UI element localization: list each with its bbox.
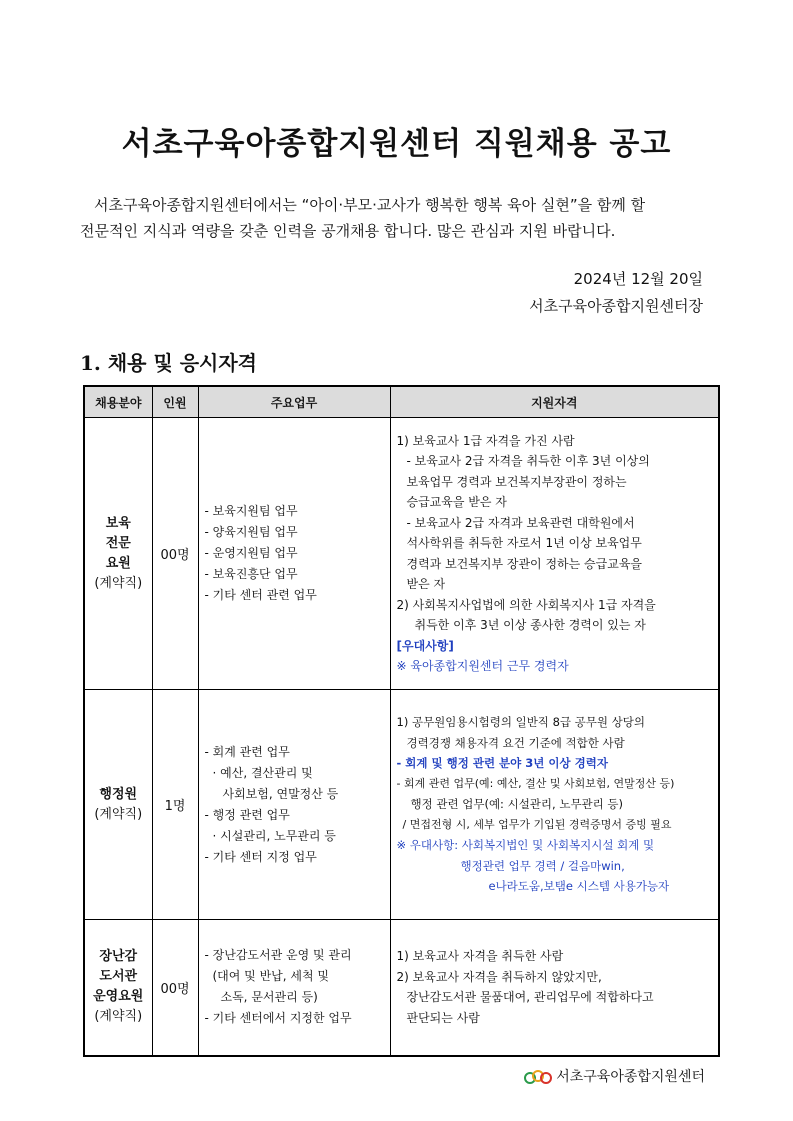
field-name: 보육 bbox=[105, 515, 131, 531]
qualification-line: 1) 공무원임용시험령의 일반직 8급 공무원 상당의 bbox=[396, 715, 645, 730]
duty-item: (대여 및 반납, 세척 및 bbox=[212, 969, 329, 984]
duties-cell bbox=[198, 690, 390, 920]
qualification-line: 승급교육을 받은 자 bbox=[406, 495, 507, 509]
duties-cell bbox=[198, 920, 390, 1056]
intro-line-1: 서초구육아종합지원센터에서는 “아이·부모·교사가 행복한 행복 육아 실현”을 함께 할 bbox=[94, 196, 646, 214]
qualification-line: 1) 보육교사 1급 자격을 가진 사람 bbox=[396, 433, 575, 448]
center-logo-icon bbox=[524, 1067, 552, 1085]
table-row bbox=[84, 418, 719, 690]
footer-org-name: 서초구육아종합지원센터 bbox=[556, 1069, 705, 1085]
qualifications-cell bbox=[390, 690, 719, 920]
field-name: 운영요원 bbox=[93, 989, 144, 1005]
announcement-date: 2024년 12월 20일 bbox=[573, 270, 703, 288]
duty-item: - 기타 센터 관련 업무 bbox=[204, 588, 317, 602]
headcount-cell: 00명 bbox=[152, 418, 198, 690]
duty-item: - 양육지원팀 업무 bbox=[204, 525, 298, 539]
header-qualifications: 지원자격 bbox=[390, 386, 719, 418]
duties-cell bbox=[198, 418, 390, 690]
field-cell bbox=[84, 690, 152, 920]
duty-item: - 장난감도서관 운영 및 관리 bbox=[204, 948, 352, 963]
field-cell bbox=[84, 920, 152, 1056]
header-count: 인원 bbox=[152, 386, 198, 418]
preference-note: 행정관련 업무 경력 / 걸음마win, bbox=[460, 858, 625, 873]
qualification-line: 석사학위를 취득한 자로서 1년 이상 보육업무 bbox=[406, 536, 642, 550]
qualification-line: - 회계 관련 업무(예: 예산, 결산 및 사회보험, 연말정산 등) bbox=[396, 776, 675, 790]
duty-item: - 회계 관련 업무 bbox=[204, 744, 290, 759]
qualification-line: 보육업무 경력과 보건복지부장관이 정하는 bbox=[406, 474, 627, 489]
preference-note: e나라도움,보탬e 시스템 사용가능자 bbox=[488, 879, 670, 894]
field-name: 장난감 bbox=[99, 949, 138, 965]
qualification-line: 1) 보육교사 자격을 취득한 사람 bbox=[396, 949, 564, 964]
header-field: 채용분야 bbox=[84, 386, 152, 418]
qualification-line: 취득한 이후 3년 이상 종사한 경력이 있는 자 bbox=[414, 618, 646, 632]
preference-heading: [우대사항] bbox=[396, 638, 454, 653]
header-duties: 주요업무 bbox=[198, 386, 390, 418]
field-name: 도서관 bbox=[99, 969, 138, 985]
signer: 서초구육아종합지원센터장 bbox=[529, 297, 703, 315]
duty-item: - 운영지원팀 업무 bbox=[204, 546, 298, 560]
duty-item: · 예산, 결산관리 및 bbox=[212, 765, 313, 780]
duty-item: · 시설관리, 노무관리 등 bbox=[212, 828, 336, 843]
qualification-line: 경력과 보건복지부 장관이 정하는 승급교육을 bbox=[406, 556, 643, 571]
table-row bbox=[84, 920, 719, 1056]
employment-type: (계약직) bbox=[94, 806, 143, 822]
page-title: 서초구육아종합지원센터 직원채용 공고 bbox=[121, 126, 672, 162]
qualification-line: 장난감도서관 물품대여, 관리업무에 적합하다고 bbox=[406, 990, 654, 1005]
field-name: 요원 bbox=[105, 555, 131, 571]
qualification-line: 경력경쟁 채용자격 요건 기준에 적합한 사람 bbox=[406, 735, 625, 750]
field-cell bbox=[84, 418, 152, 690]
qualification-line: 받은 자 bbox=[406, 577, 446, 591]
intro-paragraph bbox=[80, 192, 710, 244]
table-header-row bbox=[84, 386, 719, 418]
field-name: 행정원 bbox=[99, 786, 138, 802]
field-name: 전문 bbox=[105, 535, 131, 551]
employment-type: (계약직) bbox=[94, 575, 143, 591]
duty-item: 소독, 문서관리 등) bbox=[220, 990, 318, 1005]
footer bbox=[524, 1066, 705, 1086]
qualification-line: 판단되는 사람 bbox=[406, 1010, 480, 1025]
duty-item: - 행정 관련 업무 bbox=[204, 807, 290, 822]
qualification-line: / 면접전형 시, 세부 업무가 기입된 경력증명서 증빙 필요 bbox=[402, 817, 672, 831]
duty-item: - 기타 센터에서 지정한 업무 bbox=[204, 1011, 352, 1026]
qualification-line: 2) 사회복지사업법에 의한 사회복지사 1급 자격을 bbox=[396, 597, 656, 612]
headcount-cell: 00명 bbox=[152, 920, 198, 1056]
qualifications-cell bbox=[390, 418, 719, 690]
intro-line-2: 전문적인 지식과 역량을 갖춘 인력을 공개채용 합니다. 많은 관심과 지원 바랍니다. bbox=[80, 222, 616, 240]
qualification-line: 2) 보육교사 자격을 취득하지 않았지만, bbox=[396, 969, 602, 984]
qualification-line: - 보육교사 2급 자격과 보육관련 대학원에서 bbox=[406, 515, 635, 530]
section-title: 1. 채용 및 응시자격 bbox=[80, 351, 258, 375]
table-row bbox=[84, 690, 719, 920]
duty-item: - 기타 센터 지정 업무 bbox=[204, 849, 317, 864]
duty-item: - 보육지원팀 업무 bbox=[204, 504, 298, 518]
qualifications-cell bbox=[390, 920, 719, 1056]
preference-note: ※ 육아종합지원센터 근무 경력자 bbox=[396, 659, 569, 673]
qualification-highlight: - 회계 및 행정 관련 분야 3년 이상 경력자 bbox=[396, 756, 608, 771]
duty-item: 사회보험, 연말정산 등 bbox=[222, 786, 339, 801]
preference-note: ※ 우대사항: 사회복지법인 및 사회복지시설 회계 및 bbox=[396, 838, 655, 853]
qualification-line: 행정 관련 업무(예: 시설관리, 노무관리 등) bbox=[410, 797, 624, 812]
headcount-cell: 1명 bbox=[152, 690, 198, 920]
employment-type: (계약직) bbox=[94, 1009, 143, 1025]
recruitment-table bbox=[83, 385, 720, 1057]
duty-item: - 보육진흥단 업무 bbox=[204, 567, 298, 581]
qualification-line: - 보육교사 2급 자격을 취득한 이후 3년 이상의 bbox=[406, 454, 650, 468]
